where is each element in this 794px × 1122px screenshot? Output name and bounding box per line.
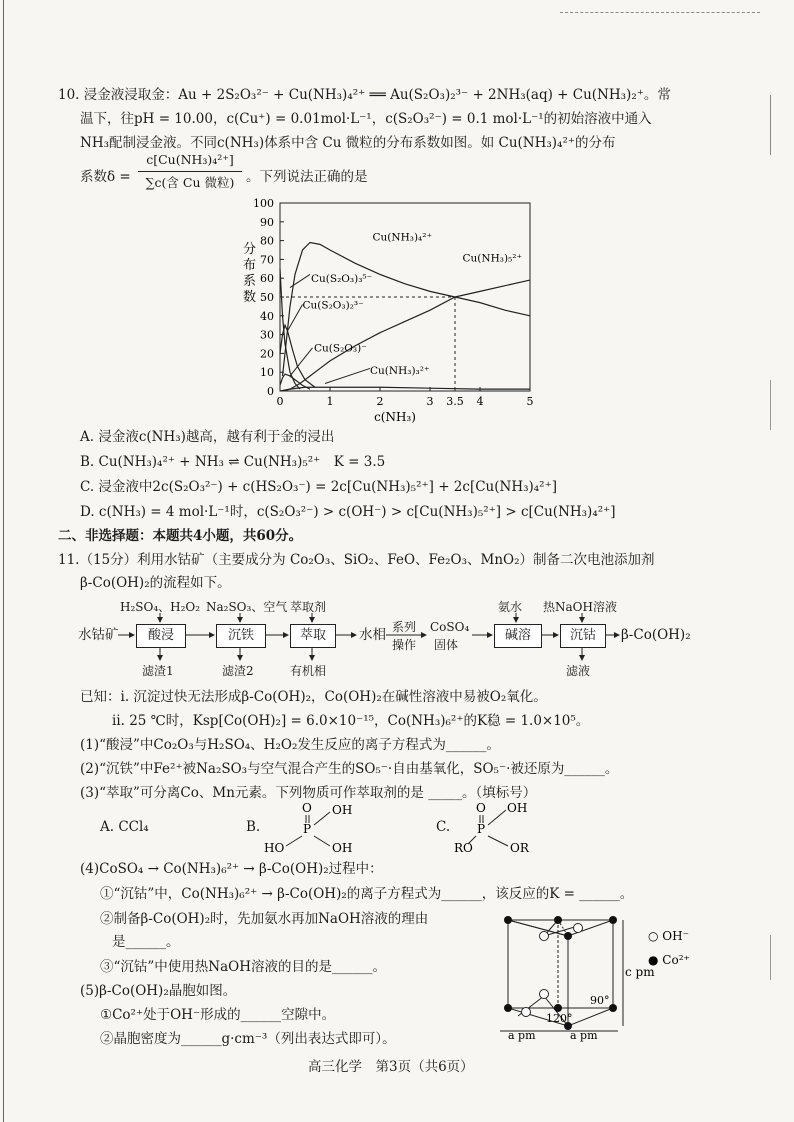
page-footer: 高三化学 第3页（共6页） [308, 1059, 474, 1075]
y-tick-label: 30 [260, 328, 274, 342]
q11-part5-2: ②晶胞密度为______g·cm⁻³（列出表达式即可）。 [100, 1031, 396, 1047]
q11-part4-1: ①“沉钴”中，Co(NH₃)₆²⁺ → β-Co(OH)₂的离子方程式为______，该反应的K = ______。 [100, 886, 634, 902]
series-label-0: Cu(NH₃)₄²⁺ [372, 231, 433, 244]
q10-option-b: B. Cu(NH₃)₄²⁺ + NH₃ ⇌ Cu(NH₃)₅²⁺ K = 3.5 [80, 454, 386, 470]
x-tick-label: 5 [526, 395, 534, 408]
flow-waste-2: 滤渣2 [222, 664, 254, 678]
q11-known-1: 已知：ⅰ. 沉淀过快无法形成β-Co(OH)₂，Co(OH)₂在碱性溶液中易被O₂氧化。 [80, 689, 547, 705]
flow-reagent-2: Na₂SO₃、空气 [206, 600, 288, 614]
flow-coso4-2: 固体 [434, 638, 459, 652]
flow-start: 水钴矿 [78, 627, 119, 643]
q11-part4-2b: 是______。 [112, 934, 180, 950]
y-tick-label: 80 [260, 234, 274, 248]
q11-part4-3: ③“沉钴”中使用热NaOH溶液的目的是______。 [100, 959, 387, 975]
svg-text:HO: HO [264, 841, 285, 855]
y-axis-label-char: 分 [243, 242, 257, 257]
q10-option-a: A. 浸金液c(NH₃)越高，越有利于金的浸出 [80, 429, 335, 445]
svg-text:a pm: a pm [508, 1029, 536, 1042]
unit-cell-diagram [488, 908, 698, 1043]
q11-part4-2a: ②制备β-Co(OH)₂时，先加氨水再加NaOH溶液的理由 [100, 911, 429, 927]
y-tick-label: 60 [260, 272, 274, 286]
svg-text:OH: OH [507, 801, 528, 815]
svg-text:c pm: c pm [625, 965, 655, 979]
svg-text:90°: 90° [590, 994, 610, 1007]
y-tick-label: 0 [267, 385, 274, 398]
q11-part5-1: ①Co²⁺处于OH⁻形成的______空隙中。 [100, 1007, 336, 1023]
q10-option-d: D. c(NH₃) = 4 mol·L⁻¹时，c(S₂O₃²⁻) > c(OH⁻) > c[Cu(NH₃)₅²⁺] > c[Cu(NH₃)₄²⁺] [80, 504, 616, 520]
q11-line2: β-Co(OH)₂的流程如下。 [80, 575, 231, 591]
flow-reagent-4: 氨水 [498, 600, 523, 614]
flow-box-alkali: 碱溶 [494, 624, 542, 648]
flow-waste-4: 滤液 [566, 664, 591, 678]
svg-text:120°: 120° [546, 1012, 573, 1025]
series-label-3: Cu(S₂O₃)₂³⁻ [302, 299, 364, 312]
q11-part4: (4)CoSO₄ → Co(NH₃)₆²⁺ → β-Co(OH)₂过程中： [80, 861, 383, 877]
q10-line4-suffix: 。下列说法正确的是 [246, 169, 368, 185]
q10-fraction-numerator: c[Cu(NH₃)₄²⁺] [146, 152, 234, 167]
q11-part5: (5)β-Co(OH)₂晶胞如图。 [80, 983, 237, 999]
svg-text:P: P [303, 822, 312, 836]
flow-reagent-3: 萃取剂 [290, 600, 327, 614]
flow-box-iron-precip: 沉铁 [216, 624, 266, 648]
y-axis-label-char: 数 [243, 290, 257, 305]
q10-line3: NH₃配制浸金液。不同c(NH₃)体系中含 Cu 微粒的分布系数如图。如 Cu(NH₃)₄²⁺的分布 [80, 135, 616, 151]
molecule-c [452, 800, 562, 860]
q10-line1: 10. 浸金液浸取金：Au + 2S₂O₃²⁻ + Cu(NH₃)₄²⁺ ══ Au(S₂O₃)₂³⁻ + 2NH₃(aq) + Cu(NH₃)₂⁺。常 [58, 87, 671, 103]
flow-box-acid-leach: 酸浸 [136, 624, 186, 648]
q11-part2: (2)“沉铁”中Fe²⁺被Na₂SO₃与空气混合产生的SO₅⁻·自由基氧化，SO₅⁻·被还原为______。 [80, 761, 619, 777]
series-label-5: Cu(NH₃)₃²⁺ [370, 365, 430, 378]
x-tick-label: 2 [376, 395, 384, 408]
svg-text:O: O [476, 801, 486, 815]
y-axis-label-char: 系 [243, 274, 257, 289]
y-tick-label: 100 [253, 197, 274, 210]
y-tick-label: 90 [260, 215, 274, 229]
flow-reagent-1: H₂SO₄、H₂O₂ [120, 600, 201, 614]
flow-box-extraction: 萃取 [290, 624, 336, 648]
q11-line1: 11.（15分）利用水钴矿（主要成分为 Co₂O₃、SiO₂、FeO、Fe₂O₃、MnO₂）制备二次电池添加剂 [58, 552, 655, 568]
svg-text:a pm: a pm [570, 1029, 598, 1042]
flow-series-op-2: 操作 [392, 638, 417, 652]
svg-text:O: O [302, 801, 312, 815]
q11-option-b: B. [246, 819, 261, 835]
flow-waste-3: 有机相 [290, 664, 327, 678]
flow-reagent-5: 热NaOH溶液 [543, 600, 617, 614]
flow-waste-1: 滤渣1 [142, 664, 174, 678]
q10-fraction-denominator: ∑c(含 Cu 微粒) [145, 175, 235, 190]
series-label-2: Cu(S₂O₃)₃⁵⁻ [311, 272, 373, 285]
x-tick-label: 3 [426, 395, 434, 408]
flow-series-op-1: 系列 [392, 620, 417, 634]
svg-text:OR: OR [510, 841, 529, 855]
x-axis-label: c(NH₃) [374, 410, 416, 424]
q11-known-2: ⅱ. 25 ℃时，Ksp[Co(OH)₂] = 6.0×10⁻¹⁵，Co(NH₃)₆²⁺的K稳 = 1.0×10⁵。 [112, 713, 590, 729]
x-tick-label: 1 [326, 395, 334, 408]
flow-box-cobalt-precip: 沉钴 [560, 624, 606, 648]
q10-option-c: C. 浸金液中2c(S₂O₃²⁻) + c(HS₂O₃⁻) = 2c[Cu(NH₃)₅²⁺] + 2c[Cu(NH₃)₄²⁺] [80, 479, 557, 495]
x-tick-label: 0 [276, 395, 284, 408]
flow-product: β-Co(OH)₂ [621, 627, 691, 643]
flow-water-phase: 水相 [359, 627, 386, 643]
q10-line2: 温下，往pH = 10.00，c(Cu⁺) = 0.01mol·L⁻¹，c(S₂O₃²⁻) = 0.1 mol·L⁻¹的初始溶液中通入 [80, 111, 652, 127]
svg-text:P: P [477, 822, 486, 836]
svg-text:OH: OH [332, 841, 353, 855]
y-tick-label: 50 [260, 291, 274, 304]
molecule-b [262, 800, 372, 860]
y-tick-label: 20 [260, 347, 274, 361]
q11-part3: (3)“萃取”可分离Co、Mn元素。下列物质可作萃取剂的是 _____。（填标号） [80, 785, 537, 801]
q11-option-a: A. CCl₄ [100, 819, 149, 835]
svg-text:○ OH⁻: ○ OH⁻ [648, 929, 689, 943]
x-tick-label: 3.5 [446, 395, 464, 408]
svg-text:● Co²⁺: ● Co²⁺ [648, 953, 690, 967]
flow-coso4-1: CoSO₄ [430, 620, 470, 634]
y-axis-label-char: 布 [243, 258, 257, 273]
series-label-1: Cu(NH₃)₅²⁺ [462, 252, 523, 265]
q11-part1: (1)“酸浸”中Co₂O₃与H₂SO₄、H₂O₂发生反应的离子方程式为______。 [80, 737, 500, 753]
section2-heading: 二、非选择题：本题共4小题，共60分。 [58, 528, 303, 544]
y-tick-label: 10 [260, 366, 274, 380]
y-tick-label: 40 [260, 309, 274, 323]
svg-text:RO: RO [454, 841, 473, 855]
q11-option-c: C. [436, 819, 451, 835]
svg-text:OH: OH [332, 803, 353, 817]
series-label-4: Cu(S₂O₃)⁻ [314, 342, 367, 355]
q10-line4-prefix: 系数δ = [80, 169, 131, 185]
scan-mark-right-3 [770, 935, 771, 980]
x-tick-label: 4 [476, 395, 484, 408]
y-tick-label: 70 [260, 253, 274, 267]
